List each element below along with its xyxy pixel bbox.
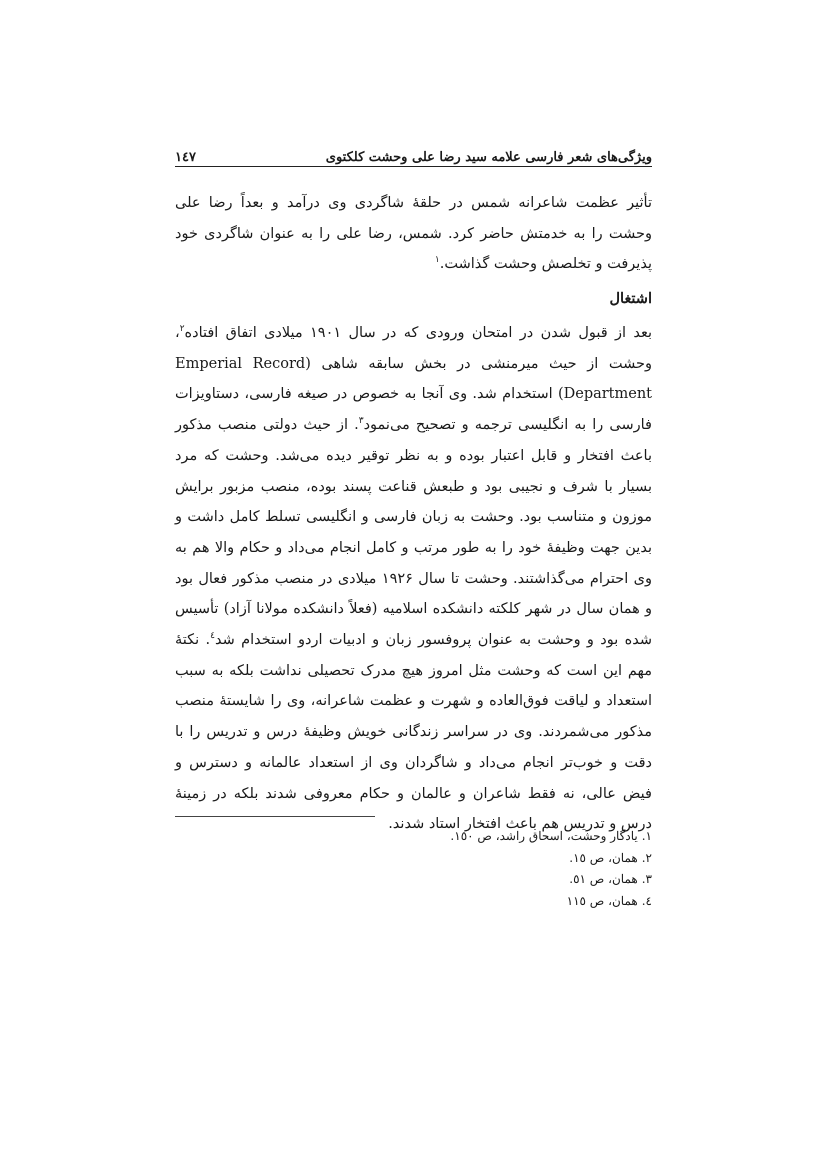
employment-text-e: . نکتهٔ مهم این است که وحشت مثل امروز هیچ مدرک تحصیلی نداشت بلکه به سبب استعداد و لیاقت فوق‌العاده و شهرت و عظمت شاعرانه، وی را شایستهٔ منصب مذکور می‌شمردند. وی در سراسر زندگانی خویش وظیفهٔ درس و تدریس را با دقت و خوب‌تر انجام می‌داد و شاگردان وی از استعداد عالمانه و دسترس و فیض عالی، نه فقط شاعران و عالمان و حکام معروفی شدند بلکه در زمینهٔ درس و تدریس هم باعث افتخار استاد شدند. bbox=[175, 632, 652, 833]
running-title: ویژگی‌های شعر فارسی علامه سید رضا علی وحشت کلکتوی bbox=[325, 150, 652, 165]
footnote-text: همان، ص ۱٥. bbox=[569, 850, 638, 865]
footnote-item bbox=[175, 826, 652, 848]
header-rule bbox=[175, 166, 652, 167]
footnote-number: ۱. bbox=[641, 829, 652, 843]
footnote-item bbox=[175, 869, 652, 891]
footnote-text: همان، ص ٥۱. bbox=[569, 872, 638, 886]
paragraph-intro-text: تأثیر عظمت شاعرانه شمس در حلقهٔ شاگردی وی درآمد و بعداً رضا علی وحشت را به خدمتش حاضر کرد. شمس، رضا علی را به عنوان شاگردی خود پذیرفت و تخلصش وحشت گذاشت. bbox=[175, 195, 652, 273]
department-english-name: Emperial Record Department bbox=[175, 355, 652, 403]
employment-text-a: بعد از قبول شدن در امتحان ورودی که در سال ۱۹۰۱ میلادی اتفاق افتاده bbox=[184, 325, 652, 341]
footnote-item bbox=[175, 891, 652, 913]
footnote-number: ۳. bbox=[641, 872, 652, 886]
book-page bbox=[175, 0, 652, 1169]
section-heading: اشتغال bbox=[609, 290, 652, 307]
paragraph-intro bbox=[175, 188, 652, 280]
footnote-text: یادگار وحشت، اسحاق راشد، ص ۱٥۰. bbox=[450, 829, 638, 843]
footnote-number: ٤. bbox=[641, 893, 652, 908]
footnote-ref-4[interactable]: ٤ bbox=[210, 631, 215, 642]
running-header bbox=[175, 143, 652, 165]
employment-text-d: . از حیث دولتی منصب مذکور باعث افتخار و قابل اعتبار بوده و به نظر توقیر دیده می‌شد. وحشت که مرد بسیار با شرف و نجیبی بود و طبعش قناعت پسند بوده، منصب مزبور برایش موزون و متناسب بود. وحشت به زبان فارسی و انگلیسی تسلط کامل داشت و بدین جهت وظیفهٔ خود را به طور مرتب و کامل انجام می‌داد و حکام والا هم به وی احترام می‌گذاشتند. وحشت تا سال ۱۹۲۶ میلادی در منصب مذکور فعال بود و همان سال در شهر کلکته دانشکده اسلامیه (فعلاً دانشکده مولانا آزاد) تأسیس شده بود و وحشت به عنوان پروفسور زبان و ادبیات اردو استخدام شد bbox=[175, 417, 652, 649]
footnote-rule bbox=[175, 816, 375, 817]
footnotes-list bbox=[175, 826, 652, 912]
footnote-ref-2[interactable]: ۲ bbox=[179, 324, 185, 335]
footnote-ref-3[interactable]: ۳ bbox=[358, 416, 364, 427]
paragraph-employment bbox=[175, 318, 652, 840]
footnote-item bbox=[175, 848, 652, 870]
employment-text-b: ، وحشت از حیث میرمنشی در بخش سابقه شاهی ( bbox=[175, 325, 652, 372]
page-number: ۱٤۷ bbox=[175, 150, 196, 165]
employment-text-c: ) استخدام شد. وی آنجا به خصوص در صیغه فارسی، دستاویزات فارسی را به انگلیسی ترجمه و تصحیح می‌نمود bbox=[175, 386, 652, 434]
footnote-number: ۲. bbox=[641, 850, 652, 865]
footnote-text: همان، ص ۱۱٥ bbox=[566, 893, 638, 908]
footnote-ref-1[interactable]: ۱ bbox=[434, 255, 440, 266]
